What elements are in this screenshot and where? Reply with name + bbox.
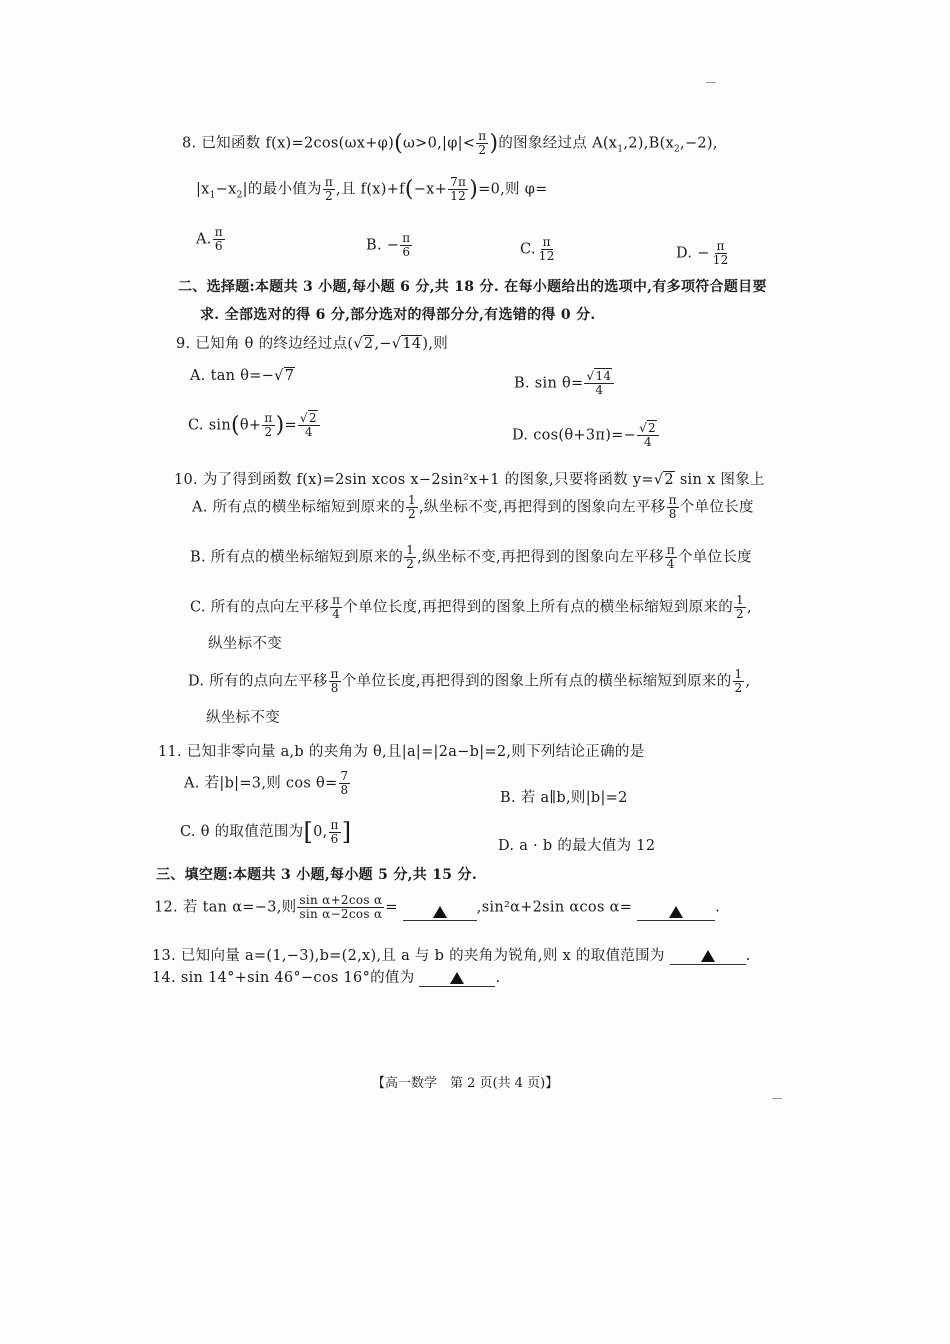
q9-option-a: A. tan θ=−√7 <box>190 368 295 384</box>
q10-option-c: C. 所有的点向左平移 $\frac{\pi}{4}$ 个单位长度,再把得到的图象上所有点的横坐标缩短到原来的 $\frac{1}{2}$ , <box>190 593 752 621</box>
q8-stem-line2: $|x_1-x_2|$的最小值为 $\frac{\pi}{2}$ ,且 f(x)+f(−x+ $\frac{7\pi}{12}$ )=0,则 φ= <box>196 175 548 203</box>
paren-close: ) <box>489 131 499 156</box>
fraction: $\frac{\pi}{2}$ <box>324 175 334 203</box>
q8-condition: ω>0,|φ|< <box>403 135 476 152</box>
q8-text8: ,且 f(x)+f <box>336 181 405 198</box>
page-footer: 【高一数学 第 2 页(共 4 页)】 <box>372 1076 559 1091</box>
q8-text6: −x <box>215 181 237 198</box>
q12-line: 12. 若 tan α=−3,则 $\frac{\text{sin α+2cos α}}{\text{sin α−2cos α}}$ = ,sin²α+2sin αcos α= . <box>154 893 720 921</box>
q9-option-b: B. sin θ= $\frac{√14}{4}$ <box>514 370 615 397</box>
q10-option-b: B. 所有点的横坐标缩短到原来的 $\frac{1}{2}$ ,纵坐标不变,再把得到的图象向左平移 $\frac{\pi}{4}$ 个单位长度 <box>190 543 752 571</box>
q8-text9: −x+ <box>413 181 448 198</box>
q11-stem: 11. 已知非零向量 a,b 的夹角为 θ,且|a|=|2a−b|=2,则下列结论正确的是 <box>158 744 645 760</box>
scan-mark <box>706 82 716 83</box>
q10-option-c-line2: 纵坐标不变 <box>208 636 282 652</box>
q8-text7: |的最小值为 <box>242 181 322 198</box>
fraction: $\frac{7\pi}{12}$ <box>450 175 467 203</box>
q10-option-d-line2: 纵坐标不变 <box>206 710 280 726</box>
paren-open: ( <box>394 131 403 156</box>
q8-option-c: C. $\frac{\pi}{12}$ <box>520 235 555 263</box>
q11-option-a: A. 若|b|=3,则 cos θ= $\frac{7}{8}$ <box>184 769 349 797</box>
fraction: $\frac{\pi}{2}$ <box>478 129 487 157</box>
q14-answer-blank[interactable] <box>419 970 495 987</box>
section2-line2: 求. 全部选对的得 6 分,部分选对的得部分分,有选错的得 0 分. <box>200 307 596 323</box>
q11-option-d: D. a · b 的最大值为 12 <box>498 838 656 854</box>
triangle-icon <box>669 906 683 918</box>
q8-option-d: D. − $\frac{\pi}{12}$ <box>676 239 729 267</box>
q8-stem-line1: 8. 已知函数 f(x)=2cos(ωx+φ)(ω>0,|φ|< $\frac{\pi}{2}$ )的图象经过点 $A(x_1,2),B(x_2,-2)$, <box>182 129 718 157</box>
q14-line: 14. sin 14°+sin 46°−cos 16°的值为 . <box>152 970 501 986</box>
triangle-icon <box>450 972 464 984</box>
scan-mark <box>772 1098 782 1099</box>
q10-option-d: D. 所有的点向左平移 $\frac{\pi}{8}$ 个单位长度,再把得到的图象上所有点的横坐标缩短到原来的 $\frac{1}{2}$ , <box>188 667 751 695</box>
q13-line: 13. 已知向量 a=(1,−3),b=(2,x),且 a 与 b 的夹角为锐角,则 x 的取值范围为 . <box>152 948 751 964</box>
paren-close: ) <box>469 177 479 202</box>
q8-text3: ,2),B(x <box>623 135 675 152</box>
q8-text4: ,−2), <box>680 135 718 152</box>
triangle-icon <box>433 906 447 918</box>
q8-option-a: A. $\frac{\pi}{6}$ <box>196 225 223 253</box>
q9-stem: 9. 已知角 θ 的终边经过点(√2,−√14),则 <box>176 336 449 352</box>
paren-open: ( <box>404 177 414 202</box>
q11-option-b: B. 若 a∥b,则|b|=2 <box>500 790 628 806</box>
q8-text2: 的图象经过点 A(x <box>498 135 618 152</box>
q9-option-c: C. sin(θ+ $\frac{\pi}{2}$ )= $\frac{√2}{4}$ <box>188 412 321 439</box>
section2-line1: 二、选择题:本题共 3 小题,每小题 6 分,共 18 分. 在每小题给出的选项中,有多项符合题目要 <box>178 279 767 295</box>
q10-stem: 10. 为了得到函数 f(x)=2sin xcos x−2sin²x+1 的图象,只要将函数 y=√2 sin x 图象上 <box>174 472 765 488</box>
q8-text10: =0,则 φ= <box>478 181 548 198</box>
q8-text5: |x <box>196 181 210 198</box>
q9-option-d: D. cos(θ+3π)=− $\frac{√2}{4}$ <box>512 422 660 449</box>
q13-answer-blank[interactable] <box>670 948 746 965</box>
q12-answer-blank-1[interactable] <box>403 904 477 921</box>
q10-option-a: A. 所有点的横坐标缩短到原来的 $\frac{1}{2}$ ,纵坐标不变,再把得到的图象向左平移 $\frac{\pi}{8}$ 个单位长度 <box>192 493 754 521</box>
q12-answer-blank-2[interactable] <box>637 904 715 921</box>
q8-option-b: B. − $\frac{\pi}{6}$ <box>366 231 411 259</box>
q11-option-c: C. θ 的取值范围为[0, $\frac{\pi}{6}$ ] <box>180 817 352 846</box>
section3-title: 三、填空题:本题共 3 小题,每小题 5 分,共 15 分. <box>156 867 477 883</box>
triangle-icon <box>701 950 715 962</box>
q8-text: 8. 已知函数 f(x)=2cos(ωx+φ) <box>182 135 395 152</box>
